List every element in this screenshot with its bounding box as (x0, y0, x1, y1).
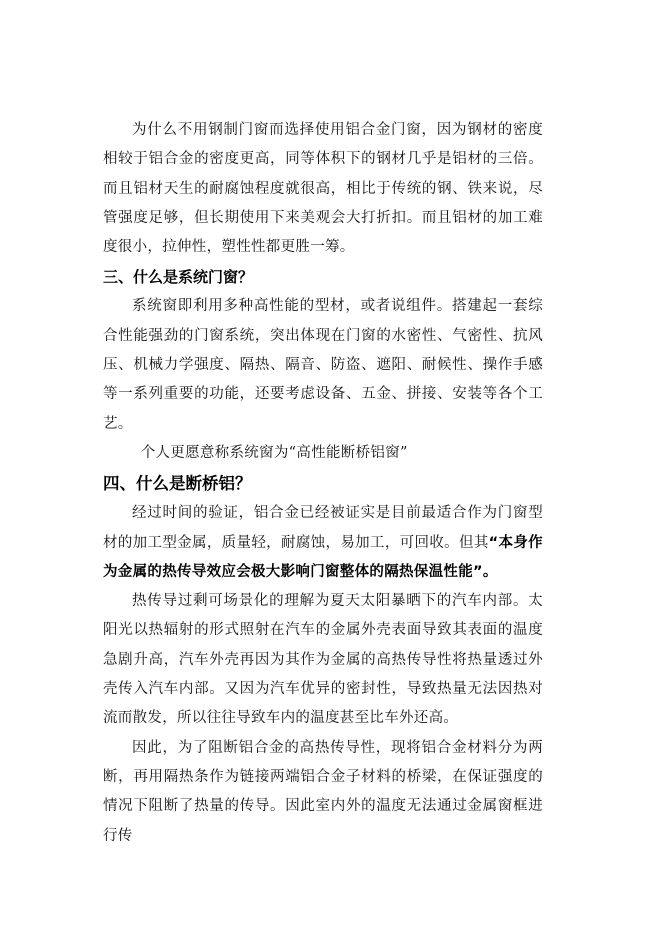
aluminum-properties-emphasis: “本身作为金属的热传导效应会极大影响门窗整体的隔热保温性能”。 (103, 534, 543, 580)
paragraph-aluminum-properties (103, 499, 543, 587)
paragraph-heat-conduction-example: 热传导过剩可场景化的理解为夏天太阳暴晒下的汽车内部。太阳光以热辐射的形式照射在汽车的金属外壳表面导致其表面的温度急剧升高，汽车外壳再因为其作为金属的高热传导性将热量透过外壳传入汽车内部。又因为汽车优异的密封性，导致热量无法因热对流而散发，所以往往导致车内的温度甚至比车外还高。 (103, 593, 543, 727)
paragraph-personal-preference: 个人更愿意称系统窗为“高性能断桥铝窗” (140, 444, 408, 461)
heading-system-windows: 三、什么是系统门窗？ (103, 268, 254, 287)
aluminum-properties-text: 经过时间的验证，铝合金已经被证实是目前最适合作为门窗型材的加工型金属，质量轻，耐腐蚀，易加工，可回收。但其 (103, 505, 543, 551)
heading-thermal-break-aluminum: 四、什么是断桥铝？ (103, 474, 252, 494)
paragraph-thermal-break-explanation: 因此，为了阻断铝合金的高热传导性，现将铝合金材料分为两断，再用隔热条作为链接两端铝合金子材料的桥梁，在保证强度的情况下阻断了热量的传导。因此室内外的温度无法通过金属窗框进行传 (103, 739, 543, 844)
paragraph-aluminum-vs-steel: 为什么不用钢制门窗而选择使用铝合金门窗，因为钢材的密度相较于铝合金的密度更高，同等体积下的钢材几乎是铝材的三倍。而且铝材天生的耐腐蚀程度就很高，相比于传统的钢、铁来说，尽管强度足够，但长期使用下来美观会大打折扣。而且铝材的加工难度很小，拉伸性，塑性性都更胜一筹。 (103, 122, 543, 256)
document-body (103, 116, 543, 851)
paragraph-system-windows-definition: 系统窗即利用多种高性能的型材，或者说组件。搭建起一套综合性能强劲的门窗系统，突出体现在门窗的水密性、气密性、抗风压、机械力学强度、隔热、隔音、防盗、遮阳、耐候性、操作手感等一系列重要的功能，还要考虑设备、五金、拼接、安装等各个工艺。 (103, 298, 543, 432)
